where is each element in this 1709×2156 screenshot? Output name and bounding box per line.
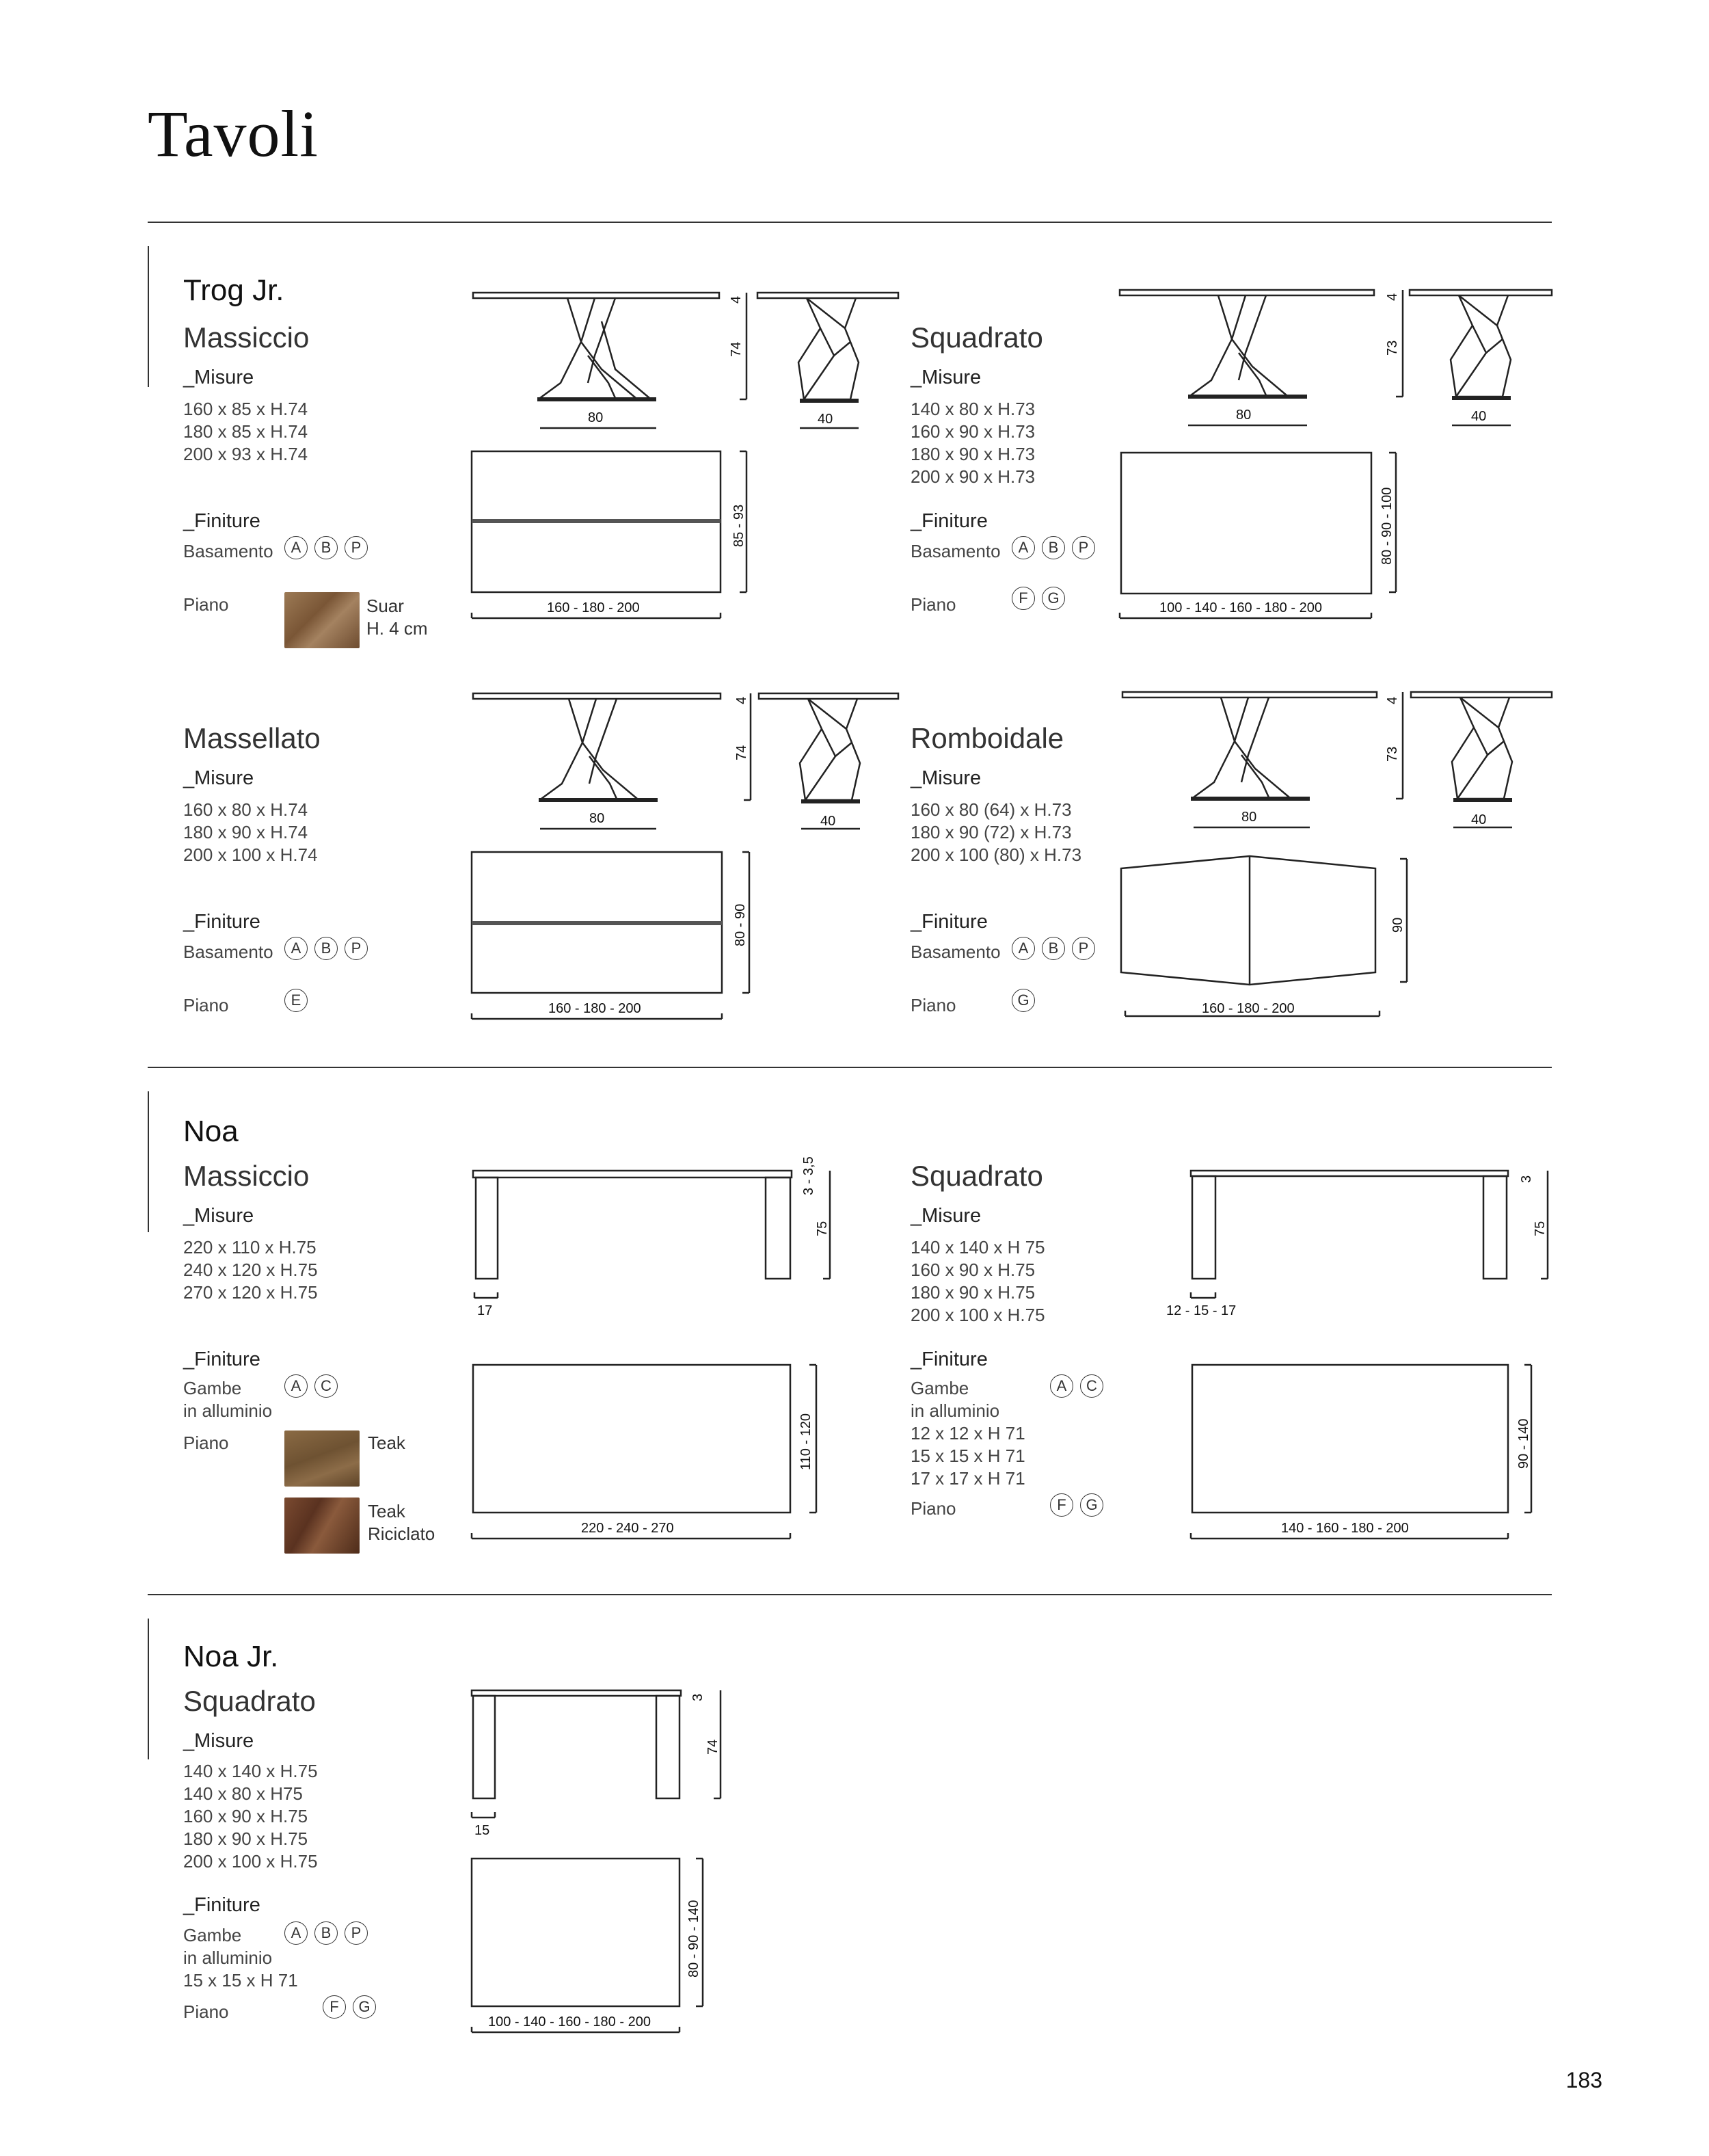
- variant-title: Massiccio: [183, 1160, 310, 1192]
- finiture-label: _Finiture: [183, 911, 260, 933]
- dim-height: 74: [729, 341, 744, 357]
- page-title: Tavoli: [148, 97, 319, 170]
- finish-code: P: [1072, 937, 1095, 960]
- finish-code: A: [1012, 536, 1035, 559]
- finish-code: G: [353, 1995, 376, 2019]
- dim-length: 160 - 180 - 200: [1202, 1001, 1295, 1016]
- dim-depth: 110 - 120: [798, 1413, 813, 1470]
- piano-label: Piano: [911, 594, 956, 615]
- dim-leg: 12 - 15 - 17: [1166, 1303, 1237, 1318]
- size-list: 220 x 110 x H.75 240 x 120 x H.75 270 x 120 x H.75: [183, 1237, 318, 1303]
- finiture-label: _Finiture: [183, 1348, 260, 1370]
- finish-code: G: [1042, 587, 1065, 610]
- dim-front: 80: [1236, 408, 1252, 423]
- dim-height: 73: [1385, 746, 1400, 762]
- piano-label: Piano: [183, 1433, 229, 1453]
- dim-side: 40: [820, 814, 836, 829]
- dim-depth: 80 - 90 - 100: [1380, 487, 1395, 565]
- piano-label: Piano: [911, 1498, 956, 1519]
- dim-top: 3: [1519, 1175, 1534, 1183]
- product-name-noa: Noa: [183, 1115, 239, 1148]
- finish-code: A: [284, 937, 308, 960]
- basamento-label: Basamento: [183, 541, 273, 561]
- misure-label: _Misure: [183, 367, 254, 388]
- dim-front: 80: [1241, 810, 1257, 825]
- variant-title: Squadrato: [911, 321, 1043, 354]
- piano-label: Piano: [183, 995, 229, 1015]
- dim-front: 80: [588, 410, 604, 425]
- finish-code: P: [345, 1921, 368, 1945]
- variant-title: Romboidale: [911, 722, 1064, 754]
- size-list: 140 x 140 x H.75 140 x 80 x H75 160 x 90 x H.75 180 x 90 x H.75 200 x 100 x H.75: [183, 1761, 318, 1872]
- finish-code: A: [284, 1374, 308, 1398]
- dim-leg: 17: [477, 1303, 493, 1318]
- dim-top: 4: [734, 696, 749, 704]
- basamento-label: Basamento: [183, 942, 273, 962]
- finiture-label: _Finiture: [911, 911, 988, 933]
- variant-title: Squadrato: [911, 1160, 1043, 1192]
- dim-depth: 85 - 93: [731, 504, 746, 547]
- dim-top: 4: [1385, 696, 1400, 704]
- variant-title: Massellato: [183, 722, 321, 754]
- dim-height: 75: [1533, 1221, 1548, 1236]
- piano-label: Piano: [183, 2001, 229, 2022]
- size-list: 160 x 80 (64) x H.73 180 x 90 (72) x H.73 200 x 100 (80) x H.73: [911, 799, 1082, 865]
- dim-top: 3 - 3,5: [801, 1156, 816, 1195]
- dim-side: 40: [1471, 812, 1487, 827]
- misure-label: _Misure: [183, 767, 254, 789]
- swatch-label: Suar H. 4 cm: [366, 596, 428, 639]
- finish-code: C: [314, 1374, 338, 1398]
- finish-code: P: [345, 937, 368, 960]
- finish-code: B: [314, 937, 338, 960]
- finish-code: A: [1012, 937, 1035, 960]
- finish-code: G: [1012, 989, 1035, 1012]
- dim-top: 4: [729, 295, 744, 304]
- product-name-trog: Trog Jr.: [183, 274, 284, 307]
- finish-code: C: [1080, 1374, 1103, 1398]
- finiture-label: _Finiture: [183, 1894, 260, 1916]
- dim-depth: 80 - 90: [733, 903, 748, 946]
- finish-code: P: [345, 536, 368, 559]
- finish-code: B: [314, 536, 338, 559]
- finish-code: F: [1050, 1493, 1073, 1517]
- dim-length: 160 - 180 - 200: [547, 600, 640, 615]
- finiture-label: _Finiture: [183, 510, 260, 532]
- swatch-label: Teak: [368, 1433, 405, 1453]
- finish-code: F: [1012, 587, 1035, 610]
- dim-side: 40: [818, 412, 833, 427]
- size-list: 160 x 80 x H.74 180 x 90 x H.74 200 x 100 x H.74: [183, 799, 318, 865]
- finish-code: B: [1042, 937, 1065, 960]
- finish-code: E: [284, 989, 308, 1012]
- basamento-label: Basamento: [911, 942, 1001, 962]
- misure-label: _Misure: [911, 1205, 982, 1227]
- dim-length: 160 - 180 - 200: [548, 1001, 641, 1016]
- dim-front: 80: [589, 811, 605, 826]
- finiture-label: _Finiture: [911, 510, 988, 532]
- finiture-label: _Finiture: [911, 1348, 988, 1370]
- gambe-size-list: 12 x 12 x H 71 15 x 15 x H 71 17 x 17 x H 71: [911, 1423, 1025, 1489]
- dim-top: 3: [690, 1693, 705, 1701]
- misure-label: _Misure: [183, 1730, 254, 1752]
- finish-code: A: [284, 1921, 308, 1945]
- dim-length: 140 - 160 - 180 - 200: [1281, 1521, 1409, 1536]
- dim-depth: 90 - 140: [1516, 1418, 1531, 1469]
- finish-code: B: [314, 1921, 338, 1945]
- page-number: 183: [1565, 2068, 1602, 2092]
- dim-length: 100 - 140 - 160 - 180 - 200: [488, 2014, 651, 2029]
- gambe-size-list: 15 x 15 x H 71: [183, 1970, 298, 1991]
- finish-code: B: [1042, 536, 1065, 559]
- basamento-label: Basamento: [911, 541, 1001, 561]
- dim-side: 40: [1471, 409, 1487, 424]
- dim-depth: 80 - 90 - 140: [686, 1900, 701, 1978]
- dim-length: 220 - 240 - 270: [581, 1521, 674, 1536]
- gambe-label: Gambe in alluminio: [911, 1378, 1000, 1421]
- misure-label: _Misure: [911, 767, 982, 789]
- dim-top: 4: [1385, 293, 1400, 301]
- size-list: 140 x 140 x H 75 160 x 90 x H.75 180 x 90 x H.75 200 x 100 x H.75: [911, 1237, 1045, 1325]
- dim-depth: 90: [1390, 917, 1405, 933]
- gambe-label: Gambe in alluminio: [183, 1925, 273, 1968]
- finish-code: A: [284, 536, 308, 559]
- size-list: 160 x 85 x H.74 180 x 85 x H.74 200 x 93 x H.74: [183, 399, 308, 464]
- gambe-label: Gambe in alluminio: [183, 1378, 273, 1421]
- finish-code: P: [1072, 536, 1095, 559]
- size-list: 140 x 80 x H.73 160 x 90 x H.73 180 x 90 x H.73 200 x 90 x H.73: [911, 399, 1036, 487]
- swatch-label: Teak Riciclato: [368, 1501, 435, 1544]
- dim-height: 73: [1385, 340, 1400, 356]
- dim-length: 100 - 140 - 160 - 180 - 200: [1159, 600, 1322, 615]
- variant-title: Squadrato: [183, 1685, 316, 1717]
- piano-label: Piano: [911, 995, 956, 1015]
- misure-label: _Misure: [183, 1205, 254, 1227]
- finish-code: F: [323, 1995, 346, 2019]
- finish-code: A: [1050, 1374, 1073, 1398]
- finish-code: G: [1080, 1493, 1103, 1517]
- dim-height: 74: [705, 1739, 721, 1755]
- piano-label: Piano: [183, 594, 229, 615]
- dim-height: 74: [734, 745, 749, 760]
- dim-height: 75: [815, 1221, 830, 1236]
- variant-title: Massiccio: [183, 321, 310, 354]
- dim-leg: 15: [474, 1823, 490, 1838]
- product-name-noa-jr: Noa Jr.: [183, 1640, 279, 1673]
- misure-label: _Misure: [911, 367, 982, 388]
